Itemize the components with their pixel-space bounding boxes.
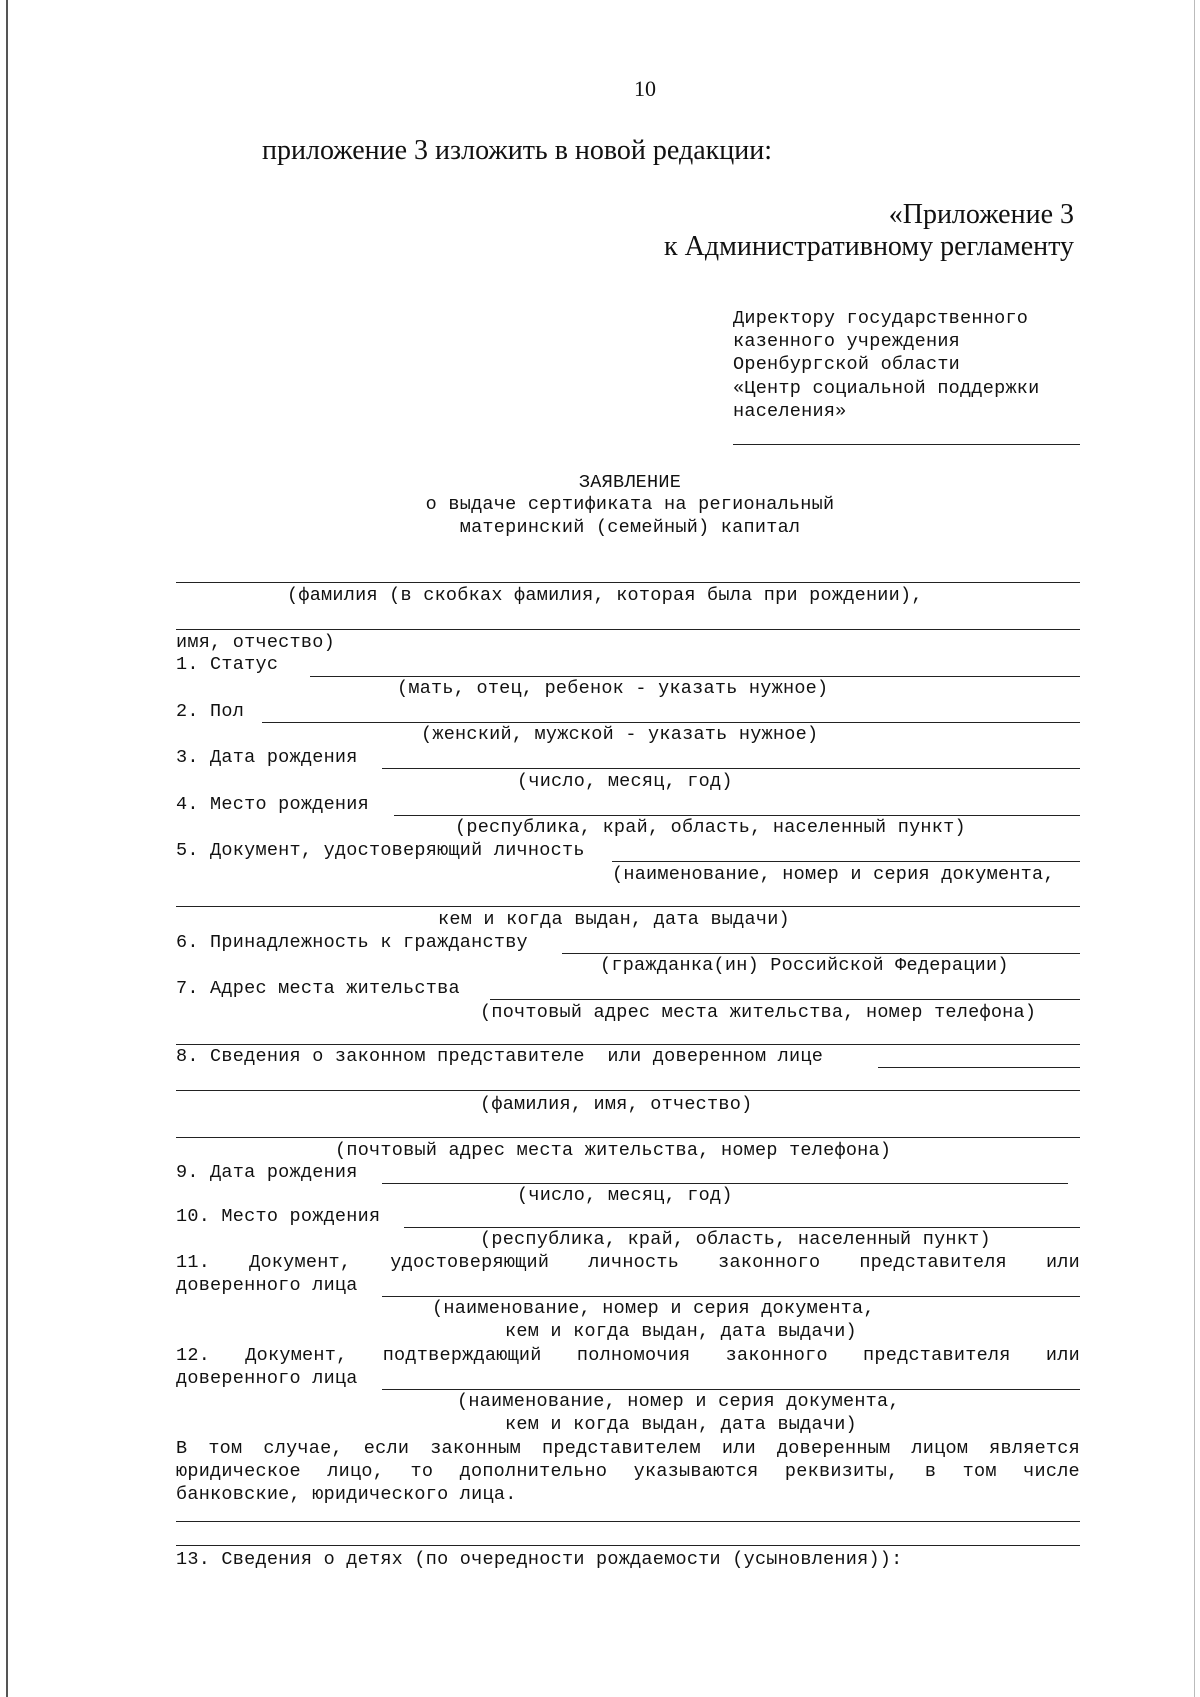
surname-field-line[interactable]: [176, 582, 1080, 583]
paragraph-line: [176, 1440, 1080, 1459]
surname-hint: (фамилия (в скобках фамилия, которая была при рождении),: [287, 585, 923, 606]
birth-date-hint: (число, месяц, год): [517, 771, 733, 792]
name-hint: имя, отчество): [176, 632, 335, 653]
representative-birth-date-line[interactable]: [382, 1183, 1068, 1184]
justified-word: доверенным: [776, 1438, 891, 1459]
form-title: ЗАЯВЛЕНИЕ: [578, 472, 682, 493]
justified-word: числе: [1023, 1461, 1080, 1482]
justified-word: лицо,: [327, 1461, 385, 1482]
addressee-line: «Центр социальной поддержки: [733, 378, 1040, 399]
page-number: 10: [634, 76, 656, 101]
citizenship-field-line[interactable]: [562, 953, 1080, 954]
authority-document-hint: (наименование, номер и серия документа,: [457, 1391, 900, 1412]
paragraph-line: [176, 1463, 1080, 1482]
justified-word: подтверждающий: [382, 1345, 542, 1366]
representative-field-line[interactable]: [878, 1067, 1080, 1068]
justified-word: представителя: [859, 1252, 1007, 1273]
sex-field-line[interactable]: [262, 722, 1080, 723]
representative-address-hint: (почтовый адрес места жительства, номер телефона): [335, 1140, 892, 1161]
form-subtitle: о выдаче сертификата на региональный: [425, 494, 835, 515]
appendix-subtitle: к Административному регламенту: [664, 231, 1074, 262]
representative-address-line[interactable]: [176, 1137, 1080, 1138]
identity-document-hint-2: кем и когда выдан, дата выдачи): [438, 909, 790, 930]
justified-word: законным: [430, 1438, 522, 1459]
representative-id-hint: (наименование, номер и серия документа,: [432, 1298, 875, 1319]
identity-document-field-line-2[interactable]: [176, 906, 1080, 907]
legal-entity-field-line[interactable]: [176, 1521, 1080, 1522]
sex-label: 2. Пол: [176, 701, 245, 722]
legal-entity-field-line-2[interactable]: [176, 1545, 1080, 1546]
status-hint: (мать, отец, ребенок - указать нужное): [397, 678, 829, 699]
justified-word: указываются: [633, 1461, 759, 1482]
justified-word: полномочия: [576, 1345, 691, 1366]
justified-word: том: [962, 1461, 997, 1482]
address-hint: (почтовый адрес места жительства, номер телефона): [480, 1002, 1037, 1023]
representative-birth-place-label: 10. Место рождения: [176, 1206, 381, 1227]
children-label: 13. Сведения о детях (по очередности рождаемости (усыновления)):: [176, 1549, 903, 1570]
scan-right-edge: [1194, 0, 1195, 1697]
birth-date-field-line[interactable]: [382, 768, 1080, 769]
authority-document-label-row: [176, 1347, 1080, 1366]
status-label: 1. Статус: [176, 654, 279, 675]
justified-word: если: [363, 1438, 410, 1459]
justified-word: или: [1045, 1345, 1080, 1366]
justified-word: представителя: [863, 1345, 1011, 1366]
representative-id-label-2: доверенного лица: [176, 1275, 358, 1296]
appendix-title: «Приложение 3: [888, 199, 1074, 230]
scan-left-edge: [6, 0, 8, 1697]
status-field-line[interactable]: [310, 676, 1080, 677]
addressee-line: населения»: [733, 401, 847, 422]
justified-word: удостоверяющий: [390, 1252, 550, 1273]
citizenship-label: 6. Принадлежность к гражданству: [176, 932, 528, 953]
birth-place-label: 4. Место рождения: [176, 794, 369, 815]
justified-word: 12.: [176, 1345, 211, 1366]
representative-id-field-line[interactable]: [382, 1296, 1080, 1297]
justified-word: законного: [725, 1345, 828, 1366]
justified-word: случае,: [263, 1438, 343, 1459]
justified-word: Документ,: [245, 1345, 348, 1366]
addressee-line: казенного учреждения: [733, 331, 961, 352]
justified-word: В: [176, 1438, 188, 1459]
justified-word: юридическое: [176, 1461, 301, 1482]
form-subtitle: материнский (семейный) капитал: [459, 517, 801, 538]
birth-date-label: 3. Дата рождения: [176, 747, 358, 768]
justified-word: реквизиты,: [784, 1461, 899, 1482]
birth-place-field-line[interactable]: [394, 815, 1080, 816]
birth-place-hint: (республика, край, область, населенный пункт): [455, 817, 966, 838]
justified-word: представителем: [541, 1438, 701, 1459]
justified-word: Документ,: [249, 1252, 352, 1273]
representative-id-hint-2: кем и когда выдан, дата выдачи): [505, 1321, 857, 1342]
justified-word: том: [208, 1438, 243, 1459]
justified-word: является: [989, 1438, 1080, 1459]
identity-document-hint: (наименование, номер и серия документа,: [612, 864, 1055, 885]
representative-birth-date-label: 9. Дата рождения: [176, 1162, 358, 1183]
justified-word: или: [1045, 1252, 1080, 1273]
identity-document-field-line[interactable]: [612, 861, 1080, 862]
paragraph-line: банковские, юридического лица.: [176, 1484, 517, 1505]
representative-name-line[interactable]: [176, 1090, 1080, 1091]
representative-id-label-row: [176, 1254, 1080, 1273]
representative-birth-place-line[interactable]: [404, 1227, 1080, 1228]
justified-word: 11.: [176, 1252, 211, 1273]
amendment-instruction: приложение 3 изложить в новой редакции:: [262, 135, 772, 166]
justified-word: дополнительно: [459, 1461, 608, 1482]
address-field-line[interactable]: [490, 999, 1080, 1000]
address-label: 7. Адрес места жительства: [176, 978, 460, 999]
sex-hint: (женский, мужской - указать нужное): [421, 724, 819, 745]
representative-label: 8. Сведения о законном представителе или доверенном лице: [176, 1046, 824, 1067]
representative-birth-date-hint: (число, месяц, год): [517, 1185, 733, 1206]
representative-name-hint: (фамилия, имя, отчество): [480, 1094, 753, 1115]
identity-document-label: 5. Документ, удостоверяющий личность: [176, 840, 585, 861]
addressee-line: Директору государственного: [733, 308, 1029, 329]
justified-word: личность: [588, 1252, 680, 1273]
address-field-line-2[interactable]: [176, 1044, 1080, 1045]
justified-word: или: [721, 1438, 756, 1459]
authority-document-label-2: доверенного лица: [176, 1368, 358, 1389]
authority-document-hint-2: кем и когда выдан, дата выдачи): [505, 1414, 857, 1435]
addressee-signature-line: [733, 444, 1080, 445]
name-field-line[interactable]: [176, 629, 1080, 630]
representative-birth-place-hint: (республика, край, область, населенный пункт): [480, 1229, 991, 1250]
justified-word: лицом: [911, 1438, 969, 1459]
citizenship-hint: (гражданка(ин) Российской Федерации): [600, 955, 1009, 976]
justified-word: то: [410, 1461, 434, 1482]
addressee-line: Оренбургской области: [733, 354, 961, 375]
justified-word: законного: [718, 1252, 821, 1273]
justified-word: в: [924, 1461, 937, 1482]
authority-document-field-line[interactable]: [382, 1389, 1080, 1390]
